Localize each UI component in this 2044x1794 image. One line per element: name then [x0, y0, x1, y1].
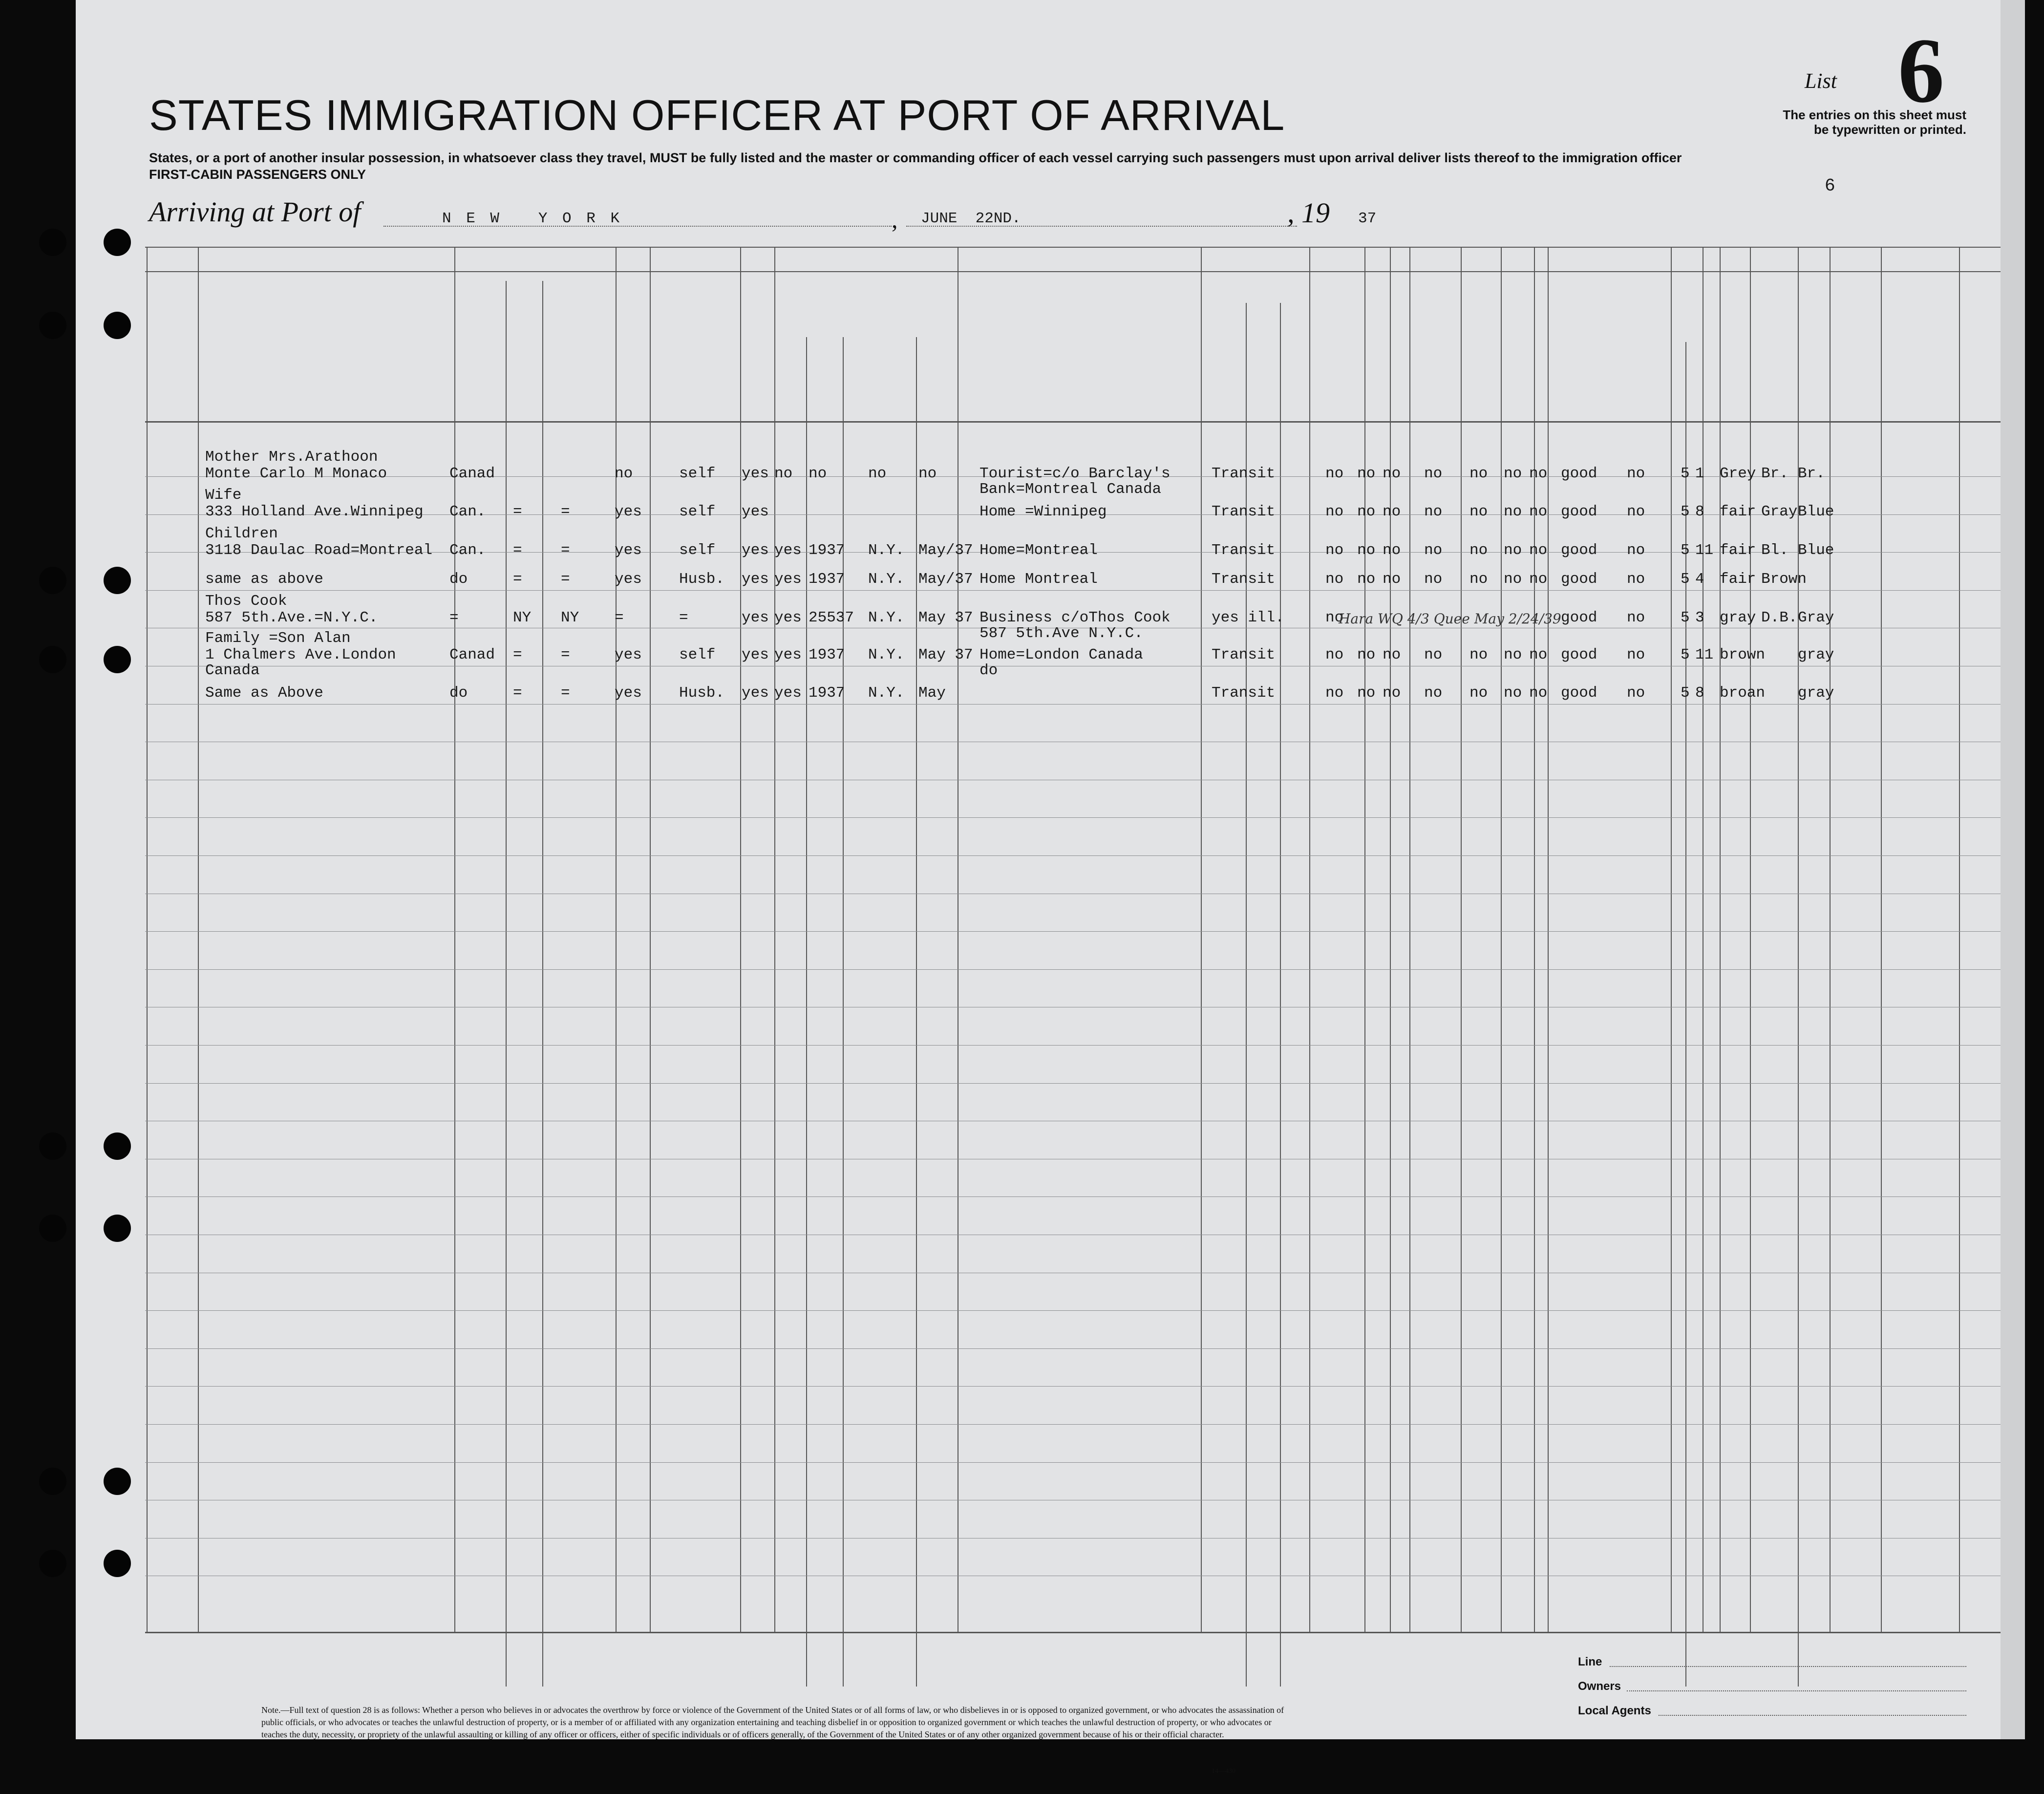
cell-ticket: no [615, 465, 633, 482]
cell-c27: no [1383, 465, 1401, 482]
row-rule [145, 817, 2001, 818]
cell-city: = [561, 684, 570, 702]
cell-rel1: Thos Cook [205, 593, 287, 610]
cell-feet: 5 [1681, 465, 1690, 482]
cell-city: = [561, 571, 570, 588]
cell-c30: no [1504, 503, 1522, 520]
cell-ticket: yes [615, 571, 642, 588]
subcolumn-divider [506, 281, 507, 1687]
cell-paid: self [679, 503, 716, 520]
cell-c27: no [1383, 542, 1401, 559]
cell-year: 1937 [809, 646, 845, 663]
cell-inches: 11 [1695, 646, 1714, 663]
cell-money: yes [742, 571, 769, 588]
cell-money: yes [742, 646, 769, 663]
cell-complexion: gray [1720, 609, 1756, 626]
cell-deformed: no [1627, 571, 1645, 588]
cell-complexion: fair [1720, 503, 1756, 520]
cell-c29: no [1469, 503, 1488, 520]
cell-where: N.Y. [868, 684, 905, 702]
cell-inches: 1 [1695, 465, 1704, 482]
cell-where: N.Y. [868, 571, 905, 588]
cell-c25: no [1325, 571, 1344, 588]
cell-c27: no [1383, 571, 1401, 588]
cell-health: good [1561, 684, 1597, 702]
cell-purpose: Transit [1212, 542, 1276, 559]
cell-c31: no [1529, 465, 1548, 482]
binder-hole [39, 1132, 66, 1160]
cell-c25: no [1325, 609, 1344, 626]
cell-city: = [561, 542, 570, 559]
cell-c30: no [1504, 465, 1522, 482]
binder-hole [104, 646, 131, 673]
binder-hole [39, 312, 66, 339]
binder-hole [104, 312, 131, 339]
list-number: 6 [1898, 20, 1944, 122]
cell-paid: self [679, 542, 716, 559]
cell-c31: no [1529, 542, 1548, 559]
owners-label: Owners [1578, 1680, 1621, 1693]
cell-rel2: 3118 Daulac Road=Montreal [205, 542, 433, 559]
cell-c28: no [1424, 465, 1443, 482]
table-bottom-rule [145, 1632, 2001, 1633]
cell-rel1: Mother Mrs.Arathoon [205, 448, 378, 466]
cell-health: good [1561, 571, 1597, 588]
cell-state: = [513, 571, 522, 588]
row-rule [145, 1083, 2001, 1084]
cell-purpose: yes ill. [1212, 609, 1284, 626]
cell-purpose: Transit [1212, 646, 1276, 663]
cell-complexion: broan [1720, 684, 1766, 702]
cell-join2: do [979, 662, 998, 679]
cell-join2: 587 5th.Ave N.Y.C. [979, 625, 1143, 642]
cell-complexion: Grey [1720, 465, 1756, 482]
cell-c30: no [1504, 646, 1522, 663]
cell-rel1: Children [205, 525, 278, 542]
cell-c25: no [1325, 542, 1344, 559]
cell-city: NY [561, 609, 579, 626]
cell-c25: no [1325, 503, 1344, 520]
list-label: List [1804, 69, 1837, 93]
binder-hole [39, 1215, 66, 1242]
binder-hole [104, 1132, 131, 1160]
cell-ticket: yes [615, 646, 642, 663]
cell-complexion: fair [1720, 542, 1756, 559]
row-rule [145, 1045, 2001, 1046]
cell-rel2: Same as Above [205, 684, 323, 702]
cell-ticket: yes [615, 503, 642, 520]
cell-join1: Home Montreal [979, 571, 1098, 588]
cell-foreign: do [449, 684, 468, 702]
cell-money: yes [742, 503, 769, 520]
cell-health: good [1561, 542, 1597, 559]
cell-state: NY [513, 609, 532, 626]
cell-state: = [513, 503, 522, 520]
cell-c27: no [1383, 646, 1401, 663]
binder-hole [39, 646, 66, 673]
cell-inches: 3 [1695, 609, 1704, 626]
row-rule [145, 1386, 2001, 1387]
cell-rel2: Monte Carlo M Monaco [205, 465, 387, 482]
cell-state: = [513, 646, 522, 663]
binder-hole [104, 567, 131, 594]
table-top-rule [145, 247, 2001, 248]
cell-year: 25537 [809, 609, 854, 626]
cell-yn: yes [774, 609, 802, 626]
subcolumn-divider [542, 281, 543, 1687]
cell-state: = [513, 684, 522, 702]
cell-hair: Gray [1761, 503, 1798, 520]
binder-hole [39, 1550, 66, 1577]
cell-eyes: gray [1798, 684, 1834, 702]
cell-dep: May/37 [918, 571, 973, 588]
date-value: JUNE 22ND. [921, 210, 1021, 227]
cell-join1: Home =Winnipeg [979, 503, 1107, 520]
cell-c29: no [1469, 646, 1488, 663]
cell-where: N.Y. [868, 542, 905, 559]
row-rule [145, 704, 2001, 705]
cell-yn: yes [774, 646, 802, 663]
binder-hole [39, 1468, 66, 1495]
cell-c28: no [1424, 503, 1443, 520]
cell-year: 1937 [809, 542, 845, 559]
cell-c31: no [1529, 684, 1548, 702]
cell-feet: 5 [1681, 646, 1690, 663]
cell-foreign: Canad [449, 465, 495, 482]
cell-purpose: Transit [1212, 465, 1276, 482]
cell-rel2: 1 Chalmers Ave.London [205, 646, 396, 663]
subcolumn-divider [916, 337, 917, 1687]
cell-join1: Home=Montreal [979, 542, 1098, 559]
binder-hole [39, 567, 66, 594]
cell-year: no [809, 465, 827, 482]
cell-inches: 8 [1695, 684, 1704, 702]
cell-ticket: = [615, 609, 624, 626]
cell-c28: no [1424, 571, 1443, 588]
form-number: 14—430 [1212, 1768, 1235, 1775]
cell-c26: no [1357, 542, 1376, 559]
cell-c31: no [1529, 571, 1548, 588]
cell-feet: 5 [1681, 571, 1690, 588]
agents-underline [1659, 1715, 1966, 1716]
owners-underline [1627, 1690, 1966, 1691]
binder-hole [104, 1468, 131, 1495]
cell-feet: 5 [1681, 609, 1690, 626]
row-rule [145, 1310, 2001, 1311]
cell-paid: Husb. [679, 571, 725, 588]
header-bottom-rule [145, 421, 2001, 423]
cell-eyes: gray [1798, 646, 1834, 663]
cell-join1: Business c/oThos Cook [979, 609, 1171, 626]
comma: , [892, 206, 898, 233]
line-underline [1610, 1666, 1966, 1667]
cell-eyes: Blue [1798, 542, 1834, 559]
port-value: N E W Y O R K [442, 210, 623, 227]
cell-money: yes [742, 609, 769, 626]
cell-city: = [561, 503, 570, 520]
cell-c29: no [1469, 684, 1488, 702]
row-rule [145, 1462, 2001, 1463]
cell-paid: self [679, 646, 716, 663]
cell-c28: no [1424, 646, 1443, 663]
cell-ticket: yes [615, 542, 642, 559]
cell-yn: no [774, 465, 793, 482]
cell-c25: no [1325, 684, 1344, 702]
cell-yn: yes [774, 684, 802, 702]
cell-paid: = [679, 609, 688, 626]
cell-hair: Br. [1761, 465, 1788, 482]
cell-c26: no [1357, 571, 1376, 588]
line-label: Line [1578, 1655, 1602, 1668]
hand-mark: 6 [1825, 176, 1835, 196]
cell-city: = [561, 646, 570, 663]
cell-c25: no [1325, 465, 1344, 482]
cell-c31: no [1529, 646, 1548, 663]
cell-join1: Home=London Canada [979, 646, 1143, 663]
cell-money: yes [742, 465, 769, 482]
subcolumn-divider [806, 337, 807, 1687]
cell-health: good [1561, 646, 1597, 663]
cell-yn: yes [774, 571, 802, 588]
subcolumn-divider [843, 337, 844, 1687]
cell-c30: no [1504, 571, 1522, 588]
cell-deformed: no [1627, 465, 1645, 482]
cell-foreign: = [449, 609, 459, 626]
cell-feet: 5 [1681, 542, 1690, 559]
cell-rel2: 333 Holland Ave.Winnipeg [205, 503, 424, 520]
cell-purpose: Transit [1212, 684, 1276, 702]
page-title: STATES IMMIGRATION OFFICER AT PORT OF ARRIVAL [149, 91, 1285, 139]
cell-c29: no [1469, 465, 1488, 482]
row-rule [145, 590, 2001, 591]
cell-deformed: no [1627, 542, 1645, 559]
cell-paid: self [679, 465, 716, 482]
cell-foreign: Can. [449, 503, 486, 520]
cell-foreign: do [449, 571, 468, 588]
cell-complexion: fair [1720, 571, 1756, 588]
row-rule [145, 1424, 2001, 1425]
cell-dep: May/37 [918, 542, 973, 559]
cell-c27: no [1383, 684, 1401, 702]
cell-rel1: Wife [205, 487, 242, 504]
cell-foreign: Can. [449, 542, 486, 559]
cell-c30: no [1504, 542, 1522, 559]
handwritten-annotation: Hara WQ 4/3 Quee May 2/24/39 [1339, 611, 1561, 627]
cell-dep: May 37 [918, 646, 973, 663]
cell-c26: no [1357, 503, 1376, 520]
cell-purpose: Transit [1212, 571, 1276, 588]
cell-eyes: Blue [1798, 503, 1834, 520]
arriving-line [149, 195, 361, 228]
cell-foreign: Canad [449, 646, 495, 663]
header-number-rule [145, 271, 2001, 272]
cell-paid: Husb. [679, 684, 725, 702]
cell-dep: May 37 [918, 609, 973, 626]
class-line: FIRST-CABIN PASSENGERS ONLY [149, 167, 366, 182]
cell-c28: no [1424, 684, 1443, 702]
cell-health: good [1561, 465, 1597, 482]
cell-eyes: Gray [1798, 609, 1834, 626]
year-value: 37 [1358, 210, 1377, 227]
cell-c29: no [1469, 542, 1488, 559]
cell-dep: no [918, 465, 937, 482]
cell-c29: no [1469, 571, 1488, 588]
subcolumn-divider [1280, 303, 1281, 1687]
cell-inches: 8 [1695, 503, 1704, 520]
cell-c27: no [1383, 503, 1401, 520]
cell-dep: May [918, 684, 946, 702]
cell-where: N.Y. [868, 609, 905, 626]
row-rule [145, 931, 2001, 932]
row-rule [145, 1348, 2001, 1349]
cell-money: yes [742, 542, 769, 559]
cell-c31: no [1529, 503, 1548, 520]
cell-deformed: no [1627, 646, 1645, 663]
cell-rel1: Family =Son Alan [205, 630, 351, 647]
cell-rel2: 587 5th.Ave.=N.Y.C. [205, 609, 378, 626]
manifest-sheet [76, 0, 2001, 1775]
cell-yn: yes [774, 542, 802, 559]
arriving-label: Arriving at Port of [149, 196, 361, 228]
cell-where: N.Y. [868, 646, 905, 663]
row-rule [145, 855, 2001, 856]
binder-hole [104, 1550, 131, 1577]
cell-deformed: no [1627, 609, 1645, 626]
cell-inches: 4 [1695, 571, 1704, 588]
cell-rel3: Canada [205, 662, 260, 679]
subtitle: States, or a port of another insular possession, in whatsoever class they travel, MUST be fully listed and the master or commanding officer of each vessel carrying such passengers must upon arrival deliver lists thereof to the immigration officer [149, 150, 1682, 165]
binder-hole [104, 1215, 131, 1242]
cell-year: 1937 [809, 571, 845, 588]
cell-rel2: same as above [205, 571, 323, 588]
cell-c25: no [1325, 646, 1344, 663]
row-rule [145, 1196, 2001, 1197]
cell-eyes: Br. [1798, 465, 1825, 482]
cell-hair: Brown [1761, 571, 1807, 588]
cell-ticket: yes [615, 684, 642, 702]
cell-deformed: no [1627, 684, 1645, 702]
cell-state: = [513, 542, 522, 559]
binder-hole [39, 229, 66, 256]
row-rule [145, 969, 2001, 970]
cell-c26: no [1357, 684, 1376, 702]
cell-c26: no [1357, 465, 1376, 482]
binder-hole [104, 229, 131, 256]
cell-purpose: Transit [1212, 503, 1276, 520]
cell-join2: Bank=Montreal Canada [979, 481, 1162, 498]
cell-c26: no [1357, 646, 1376, 663]
cell-hair: Bl. [1761, 542, 1788, 559]
sheet-edge [2001, 0, 2025, 1739]
cell-year: 1937 [809, 684, 845, 702]
year-prefix: , 19 [1287, 197, 1330, 229]
cell-health: good [1561, 609, 1597, 626]
list-note: The entries on this sheet must be typewritten or printed. [1783, 107, 1966, 137]
cell-complexion: brown [1720, 646, 1766, 663]
footer-note: Note.—Full text of question 28 is as follows: Whether a person who believes in or advocates the overthrow by force or violence of the Government of the United States or of all forms of law, or who disbelieves in or is opposed to organized government, or who advocates the assassination of public officials, or who advocates or teaches the unlawful destruction of property, or is a member of or affiliated with any organization entertaining and teaching disbelief in or opposition to organized government or which teaches the unlawful destruction of property, or who advocates or teaches the duty, necessity, or propriety of the unlawful assaulting or killing of any officer or officers, either of specific individuals or of officers generally, of the Government of the United States or of any other organized government because of his or their official character. [261, 1705, 1284, 1739]
cell-c30: no [1504, 684, 1522, 702]
cell-inches: 11 [1695, 542, 1714, 559]
cell-hair: D.B. [1761, 609, 1798, 626]
cell-health: good [1561, 503, 1597, 520]
cell-join1: Tourist=c/o Barclay's [979, 465, 1171, 482]
cell-where: no [868, 465, 887, 482]
agents-label: Local Agents [1578, 1704, 1651, 1717]
cell-deformed: no [1627, 503, 1645, 520]
cell-c28: no [1424, 542, 1443, 559]
cell-money: yes [742, 684, 769, 702]
cell-feet: 5 [1681, 684, 1690, 702]
cell-feet: 5 [1681, 503, 1690, 520]
